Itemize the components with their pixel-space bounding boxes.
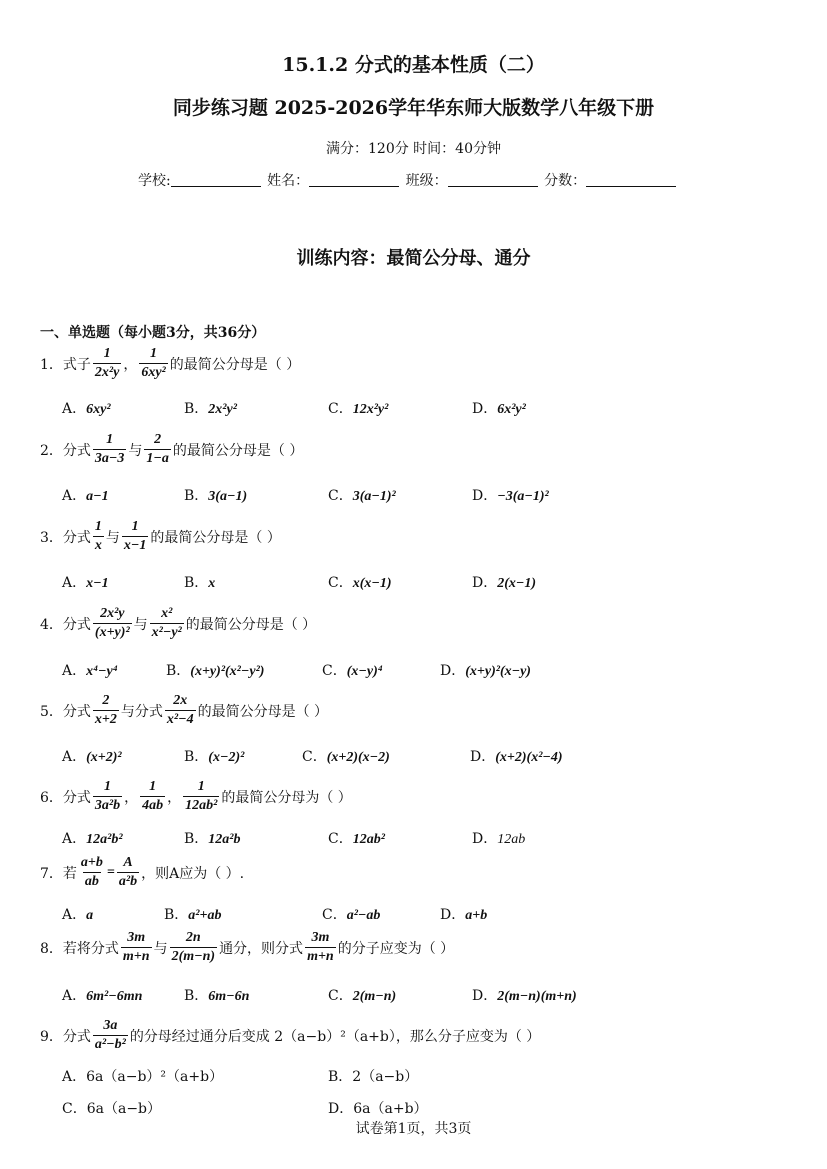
question-text: ， bbox=[123, 356, 138, 373]
question-5 bbox=[40, 693, 328, 728]
question-text: 的最简公分母是（ ） bbox=[169, 356, 301, 373]
option-b[interactable]: B．12a²b bbox=[184, 831, 241, 847]
question-text: 的最简公分母是（ ） bbox=[172, 442, 304, 459]
score-label: 分数： bbox=[544, 173, 587, 189]
equals-sign: = bbox=[106, 864, 115, 880]
fraction: $\frac{2}{x+2}$ bbox=[94, 693, 117, 728]
fraction: $\frac{3m}{m+n}$ bbox=[122, 930, 150, 965]
page-subtitle: 同步练习题 2025-2026学年华东师大版数学八年级下册 bbox=[172, 97, 655, 119]
section-title: 一、单选题（每小题3分，共36分） bbox=[40, 325, 266, 341]
page-title: 15.1.2 分式的基本性质（二） bbox=[282, 54, 545, 76]
option-d[interactable]: D．−3(a−1)² bbox=[472, 488, 549, 504]
fraction: $\frac{2}{1-a}$ bbox=[146, 432, 169, 467]
fraction: $\frac{\text{2x²y}}{\text{(x+y)²}}$ bbox=[94, 606, 130, 641]
question-number: 9． bbox=[40, 1028, 63, 1045]
question-number: 7． bbox=[40, 865, 63, 882]
question-text: 分式 bbox=[62, 1028, 91, 1045]
option-b[interactable]: B．(x−2)² bbox=[184, 749, 245, 765]
fraction: $\frac{a+b}{ab}$ bbox=[80, 855, 103, 890]
question-1 bbox=[40, 346, 300, 381]
option-b[interactable]: B．6m−6n bbox=[184, 988, 250, 1004]
option-d[interactable]: D．2(x−1) bbox=[472, 575, 537, 591]
question-text: 分式 bbox=[62, 529, 91, 546]
question-text: 的最简公分母是（ ） bbox=[150, 529, 281, 546]
option-c[interactable]: C．12ab² bbox=[328, 831, 385, 847]
option-c[interactable]: C．(x−y)⁴ bbox=[322, 663, 383, 679]
question-number: 5． bbox=[40, 703, 63, 720]
fraction: $\frac{2x}{\text{x²−4}}$ bbox=[166, 693, 194, 728]
option-b[interactable]: B．2（a−b） bbox=[328, 1069, 419, 1085]
question-text: 与分式 bbox=[120, 703, 163, 720]
fraction: $\frac{3m}{m+n}$ bbox=[307, 930, 334, 965]
question-3 bbox=[40, 519, 281, 554]
option-c[interactable]: C．2(m−n) bbox=[328, 988, 397, 1004]
question-text: 若将分式 bbox=[62, 940, 119, 957]
option-d[interactable]: D．12ab bbox=[472, 831, 526, 847]
question-4 bbox=[40, 606, 316, 641]
question-text: ， bbox=[167, 789, 182, 806]
fraction: $\frac{1}{\text{6xy²}}$ bbox=[141, 346, 166, 381]
option-b[interactable]: B．(x+y)²(x²−y²) bbox=[166, 663, 265, 679]
class-label: 班级： bbox=[405, 173, 448, 189]
question-text: 通分，则分式 bbox=[219, 940, 304, 957]
option-c[interactable]: C．x(x−1) bbox=[328, 575, 392, 591]
question-text: ， bbox=[124, 789, 139, 806]
question-2 bbox=[40, 432, 303, 467]
option-a[interactable]: A．6a（a−b）²（a+b） bbox=[62, 1069, 224, 1085]
option-b[interactable]: B．a²+ab bbox=[164, 907, 222, 923]
question-number: 8． bbox=[40, 940, 63, 957]
page-footer: 试卷第1页，共3页 bbox=[355, 1121, 472, 1137]
question-text: 分式 bbox=[62, 616, 91, 633]
question-text: 的最简公分母是（ ） bbox=[197, 703, 329, 720]
option-a[interactable]: A．a−1 bbox=[62, 488, 109, 504]
exam-meta: 满分：120分 时间：40分钟 bbox=[326, 141, 501, 157]
option-a[interactable]: A．6m²−6mn bbox=[62, 988, 143, 1004]
option-c[interactable]: C．3(a−1)² bbox=[328, 488, 396, 504]
option-c[interactable]: C．(x+2)(x−2) bbox=[302, 749, 390, 765]
fraction: $\frac{3a}{\text{a²−b²}}$ bbox=[94, 1018, 126, 1053]
fraction: $\frac{1}{4ab}$ bbox=[142, 779, 164, 814]
school-field[interactable] bbox=[171, 172, 261, 187]
fraction: $\frac{1}{\text{12ab²}}$ bbox=[185, 779, 218, 814]
question-text: 的最简公分母为（ ） bbox=[221, 789, 352, 806]
training-focus-title: 训练内容：最简公分母、通分 bbox=[296, 248, 531, 269]
class-field[interactable] bbox=[448, 172, 538, 187]
fraction: $\frac{1}{3a-3}$ bbox=[94, 432, 125, 467]
option-a[interactable]: A．12a²b² bbox=[62, 831, 123, 847]
question-8 bbox=[40, 930, 454, 965]
option-d[interactable]: D．6x²y² bbox=[472, 401, 526, 417]
fraction: $\frac{2n}{2(m-n)}$ bbox=[171, 930, 216, 965]
question-text: 若 bbox=[62, 865, 77, 882]
fraction: $\frac{\text{x²}}{\text{x²−y²}}$ bbox=[151, 606, 182, 641]
question-number: 4． bbox=[40, 616, 63, 633]
question-text: 与 bbox=[153, 940, 168, 957]
option-a[interactable]: A．6xy² bbox=[62, 401, 111, 417]
question-6 bbox=[40, 779, 352, 814]
question-number: 1． bbox=[40, 356, 63, 373]
question-9 bbox=[40, 1018, 540, 1053]
option-d[interactable]: D．a+b bbox=[440, 907, 488, 923]
fraction: $\frac{1}{\text{3a²b}}$ bbox=[94, 779, 121, 814]
name-label: 姓名： bbox=[267, 173, 310, 189]
option-b[interactable]: B．2x²y² bbox=[184, 401, 237, 417]
question-text: 与 bbox=[105, 529, 120, 546]
question-text: 分式 bbox=[62, 442, 91, 459]
question-text: ，则A应为（ ）. bbox=[141, 865, 245, 882]
question-text: 与 bbox=[133, 616, 148, 633]
question-text: 与 bbox=[128, 442, 143, 459]
question-number: 2． bbox=[40, 442, 63, 459]
option-a[interactable]: A．(x+2)² bbox=[62, 749, 122, 765]
fraction: $\frac{1}{\text{2x²y}}$ bbox=[94, 346, 120, 381]
option-a[interactable]: A．x−1 bbox=[62, 575, 109, 591]
fraction: $\frac{A}{\text{a²b}}$ bbox=[118, 855, 138, 890]
fraction: $\frac{1}{x-1}$ bbox=[123, 519, 147, 554]
option-a[interactable]: A．a bbox=[62, 907, 94, 923]
question-7 bbox=[40, 855, 244, 890]
question-number: 6． bbox=[40, 789, 63, 806]
question-text: 式子 bbox=[62, 356, 91, 373]
school-label: 学校: bbox=[138, 173, 171, 189]
option-d[interactable]: D．(x+y)²(x−y) bbox=[440, 663, 531, 679]
option-b[interactable]: B．x bbox=[184, 575, 216, 591]
option-b[interactable]: B．3(a−1) bbox=[184, 488, 248, 504]
option-d[interactable]: D．2(m−n)(m+n) bbox=[472, 988, 577, 1004]
option-a[interactable]: A．x⁴−y⁴ bbox=[62, 663, 118, 679]
question-number: 3． bbox=[40, 529, 63, 546]
option-d[interactable]: D．6a（a+b） bbox=[328, 1101, 428, 1117]
option-c[interactable]: C．a²−ab bbox=[322, 907, 381, 923]
question-text: 的最简公分母是（ ） bbox=[185, 616, 317, 633]
fraction: $\frac{1}{x}$ bbox=[94, 519, 102, 554]
question-text: 分式 bbox=[62, 789, 91, 806]
option-c[interactable]: C．6a（a−b） bbox=[62, 1101, 162, 1117]
name-field[interactable] bbox=[309, 172, 399, 187]
question-text: 分式 bbox=[62, 703, 91, 720]
option-d[interactable]: D．(x+2)(x²−4) bbox=[470, 749, 563, 765]
student-info-line bbox=[138, 170, 678, 190]
question-text: 的分子应变为（ ） bbox=[337, 940, 455, 957]
score-field[interactable] bbox=[586, 172, 676, 187]
question-text: 的分母经过通分后变成 2（a−b）²（a+b），那么分子应变为（ ） bbox=[129, 1028, 541, 1045]
option-c[interactable]: C．12x²y² bbox=[328, 401, 389, 417]
